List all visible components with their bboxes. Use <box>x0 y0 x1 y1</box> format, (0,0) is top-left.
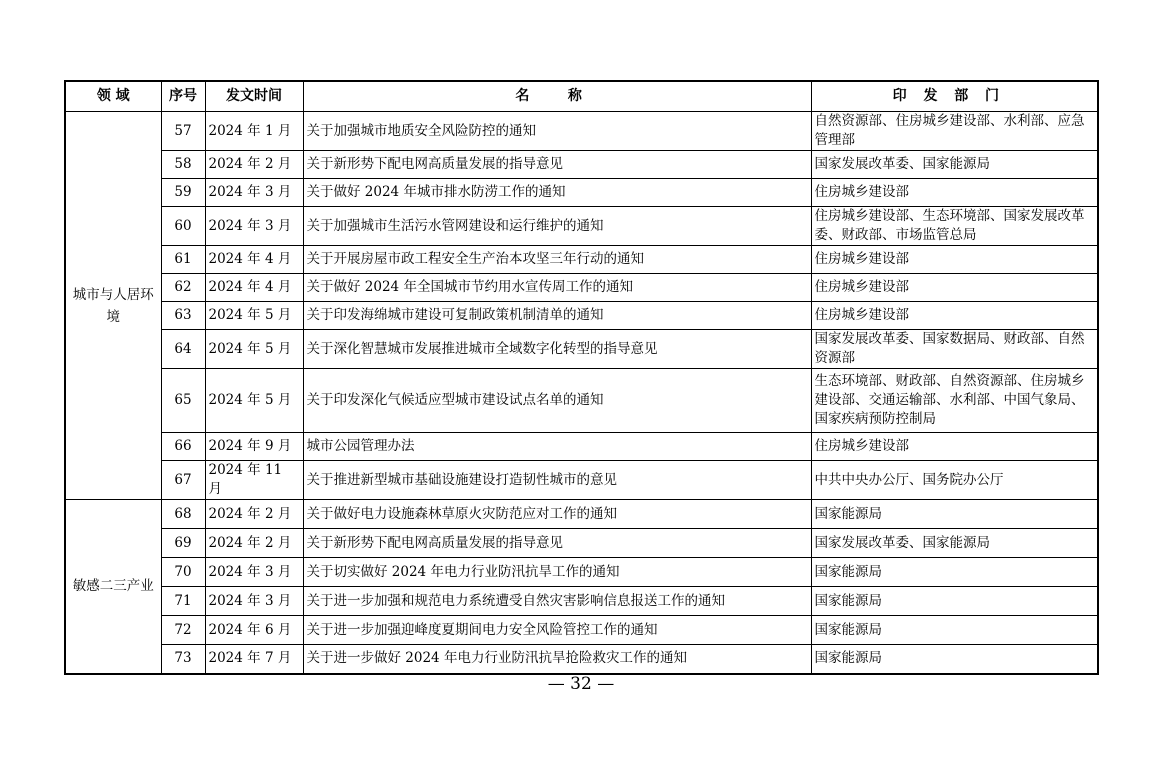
row-name: 关于推进新型城市基础设施建设打造韧性城市的意见 <box>303 461 811 500</box>
row-number: 59 <box>161 179 205 207</box>
table-row <box>65 558 1098 587</box>
row-department: 住房城乡建设部 <box>811 433 1098 461</box>
row-name: 关于深化智慧城市发展推进城市全域数字化转型的指导意见 <box>303 330 811 369</box>
row-department: 国家发展改革委、国家数据局、财政部、自然资源部 <box>811 330 1098 369</box>
row-number: 57 <box>161 112 205 151</box>
table-row <box>65 274 1098 302</box>
row-date: 2024 年 4 月 <box>205 246 303 274</box>
row-number: 62 <box>161 274 205 302</box>
table-row <box>65 246 1098 274</box>
row-department: 住房城乡建设部 <box>811 302 1098 330</box>
row-name: 关于开展房屋市政工程安全生产治本攻坚三年行动的通知 <box>303 246 811 274</box>
table-row <box>65 330 1098 369</box>
table-row <box>65 645 1098 674</box>
table-header-row <box>65 81 1098 112</box>
row-name: 关于新形势下配电网高质量发展的指导意见 <box>303 529 811 558</box>
row-number: 67 <box>161 461 205 500</box>
table-row <box>65 587 1098 616</box>
table-row <box>65 207 1098 246</box>
table-row <box>65 461 1098 500</box>
row-number: 73 <box>161 645 205 674</box>
row-department: 国家能源局 <box>811 558 1098 587</box>
row-name: 关于新形势下配电网高质量发展的指导意见 <box>303 151 811 179</box>
header-number: 序号 <box>161 81 205 112</box>
row-date: 2024 年 3 月 <box>205 558 303 587</box>
row-name: 关于进一步做好 2024 年电力行业防汛抗旱抢险救灾工作的通知 <box>303 645 811 674</box>
row-department: 国家发展改革委、国家能源局 <box>811 529 1098 558</box>
row-date: 2024 年 3 月 <box>205 207 303 246</box>
row-date: 2024 年 6 月 <box>205 616 303 645</box>
row-number: 63 <box>161 302 205 330</box>
row-department: 国家能源局 <box>811 500 1098 529</box>
table-row <box>65 500 1098 529</box>
row-date: 2024 年 7 月 <box>205 645 303 674</box>
page-number: — 32 — <box>547 674 615 694</box>
header-name: 名 称 <box>303 81 811 112</box>
row-number: 68 <box>161 500 205 529</box>
row-number: 69 <box>161 529 205 558</box>
row-department: 住房城乡建设部 <box>811 274 1098 302</box>
row-date: 2024 年 4 月 <box>205 274 303 302</box>
row-department: 住房城乡建设部 <box>811 179 1098 207</box>
row-name: 关于做好 2024 年全国城市节约用水宣传周工作的通知 <box>303 274 811 302</box>
row-number: 72 <box>161 616 205 645</box>
row-date: 2024 年 11 月 <box>205 461 303 500</box>
row-number: 71 <box>161 587 205 616</box>
row-name: 关于印发深化气候适应型城市建设试点名单的通知 <box>303 369 811 433</box>
header-date: 发文时间 <box>205 81 303 112</box>
row-name: 关于印发海绵城市建设可复制政策机制清单的通知 <box>303 302 811 330</box>
row-date: 2024 年 2 月 <box>205 500 303 529</box>
row-number: 64 <box>161 330 205 369</box>
row-name: 关于进一步加强迎峰度夏期间电力安全风险管控工作的通知 <box>303 616 811 645</box>
row-department: 生态环境部、财政部、自然资源部、住房城乡建设部、交通运输部、水利部、中国气象局、国家疾病预防控制局 <box>811 369 1098 433</box>
row-department: 国家能源局 <box>811 587 1098 616</box>
row-name: 城市公园管理办法 <box>303 433 811 461</box>
policy-table <box>64 80 1099 675</box>
row-date: 2024 年 2 月 <box>205 151 303 179</box>
table-row <box>65 529 1098 558</box>
row-date: 2024 年 5 月 <box>205 302 303 330</box>
row-date: 2024 年 9 月 <box>205 433 303 461</box>
domain-cell: 城市与人居环境 <box>65 112 161 500</box>
header-domain: 领 域 <box>65 81 161 112</box>
row-date: 2024 年 1 月 <box>205 112 303 151</box>
table-row <box>65 433 1098 461</box>
row-department: 国家能源局 <box>811 645 1098 674</box>
row-name: 关于做好 2024 年城市排水防涝工作的通知 <box>303 179 811 207</box>
table-row <box>65 179 1098 207</box>
row-number: 66 <box>161 433 205 461</box>
row-department: 国家发展改革委、国家能源局 <box>811 151 1098 179</box>
row-department: 国家能源局 <box>811 616 1098 645</box>
row-department: 中共中央办公厅、国务院办公厅 <box>811 461 1098 500</box>
row-name: 关于做好电力设施森林草原火灾防范应对工作的通知 <box>303 500 811 529</box>
table-row <box>65 369 1098 433</box>
row-name: 关于进一步加强和规范电力系统遭受自然灾害影响信息报送工作的通知 <box>303 587 811 616</box>
row-date: 2024 年 3 月 <box>205 179 303 207</box>
table-row <box>65 151 1098 179</box>
row-number: 61 <box>161 246 205 274</box>
row-date: 2024 年 2 月 <box>205 529 303 558</box>
row-name: 关于切实做好 2024 年电力行业防汛抗旱工作的通知 <box>303 558 811 587</box>
header-department: 印发部门 <box>811 81 1098 112</box>
row-number: 65 <box>161 369 205 433</box>
row-department: 住房城乡建设部 <box>811 246 1098 274</box>
table-row <box>65 302 1098 330</box>
row-number: 70 <box>161 558 205 587</box>
row-number: 58 <box>161 151 205 179</box>
table-row <box>65 616 1098 645</box>
row-department: 住房城乡建设部、生态环境部、国家发展改革委、财政部、市场监管总局 <box>811 207 1098 246</box>
domain-cell: 敏感二三产业 <box>65 500 161 674</box>
row-name: 关于加强城市生活污水管网建设和运行维护的通知 <box>303 207 811 246</box>
row-date: 2024 年 5 月 <box>205 330 303 369</box>
row-date: 2024 年 3 月 <box>205 587 303 616</box>
row-date: 2024 年 5 月 <box>205 369 303 433</box>
row-name: 关于加强城市地质安全风险防控的通知 <box>303 112 811 151</box>
row-department: 自然资源部、住房城乡建设部、水利部、应急管理部 <box>811 112 1098 151</box>
table-row <box>65 112 1098 151</box>
row-number: 60 <box>161 207 205 246</box>
